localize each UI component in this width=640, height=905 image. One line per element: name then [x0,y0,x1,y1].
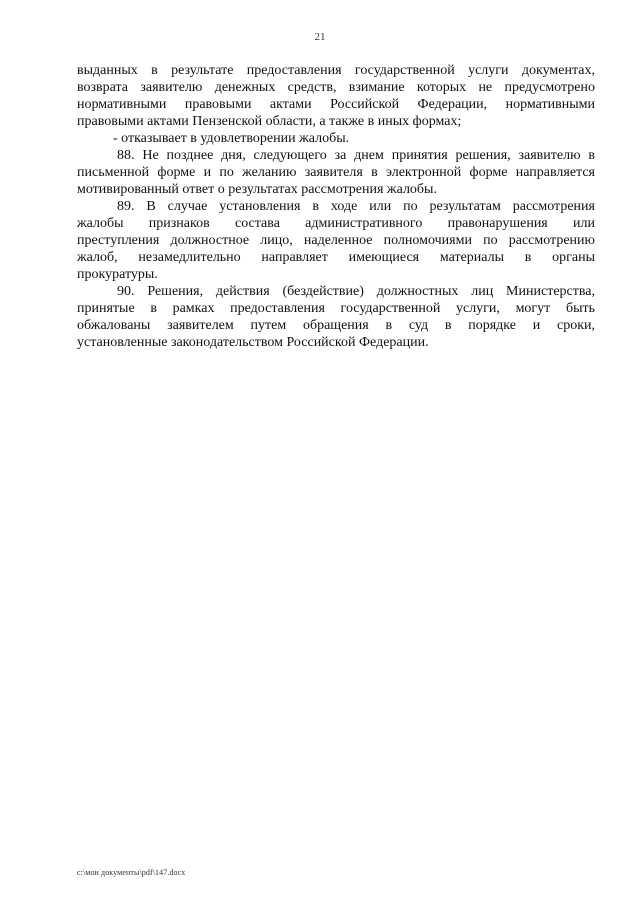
text-line: обжалованы заявителем путем обращения в суд в порядке и сроки, [77,318,595,333]
text-line: 90. Решения, действия (бездействие) должностных лиц Министерства, [117,284,595,299]
text-line: 89. В случае установления в ходе или по результатам рассмотрения [117,199,595,214]
text-line: установленные законодательством Российской Федерации. [77,335,429,350]
text-line: жалобы признаков состава административного правонарушения или [77,216,595,231]
text-line: правовыми актами Пензенской области, а также в иных формах; [77,114,462,129]
text-line: жалоб, незамедлительно направляет имеющиеся материалы в органы [77,250,595,265]
text-line: выданных в результате предоставления государственной услуги документах, [77,63,595,78]
text-line: прокуратуры. [77,267,158,282]
text-line: принятые в рамках предоставления государственной услуги, могут быть [77,301,595,316]
paragraph-89 [77,198,595,283]
text-line: мотивированный ответ о результатах рассмотрения жалобы. [77,182,437,197]
dash-list-item [77,130,595,147]
paragraph-88 [77,147,595,198]
paragraph-continuation [77,62,595,130]
paragraph-90 [77,283,595,351]
text-line: возврата заявителю денежных средств, взимание которых не предусмотрено [77,80,595,95]
text-line: нормативными правовыми актами Российской Федерации, нормативными [77,97,595,112]
footer-file-path: c:\мои документы\pdf\147.docx [77,868,186,877]
document-body [77,62,595,351]
text-line: письменной форме и по желанию заявителя в электронной форме направляется [77,165,595,180]
text-line: 88. Не позднее дня, следующего за днем принятия решения, заявителю в [117,148,595,163]
text-line: преступления должностное лицо, наделенное полномочиями по рассмотрению [77,233,595,248]
text-line: - отказывает в удовлетворении жалобы. [113,131,350,146]
page-number: 21 [314,31,326,43]
